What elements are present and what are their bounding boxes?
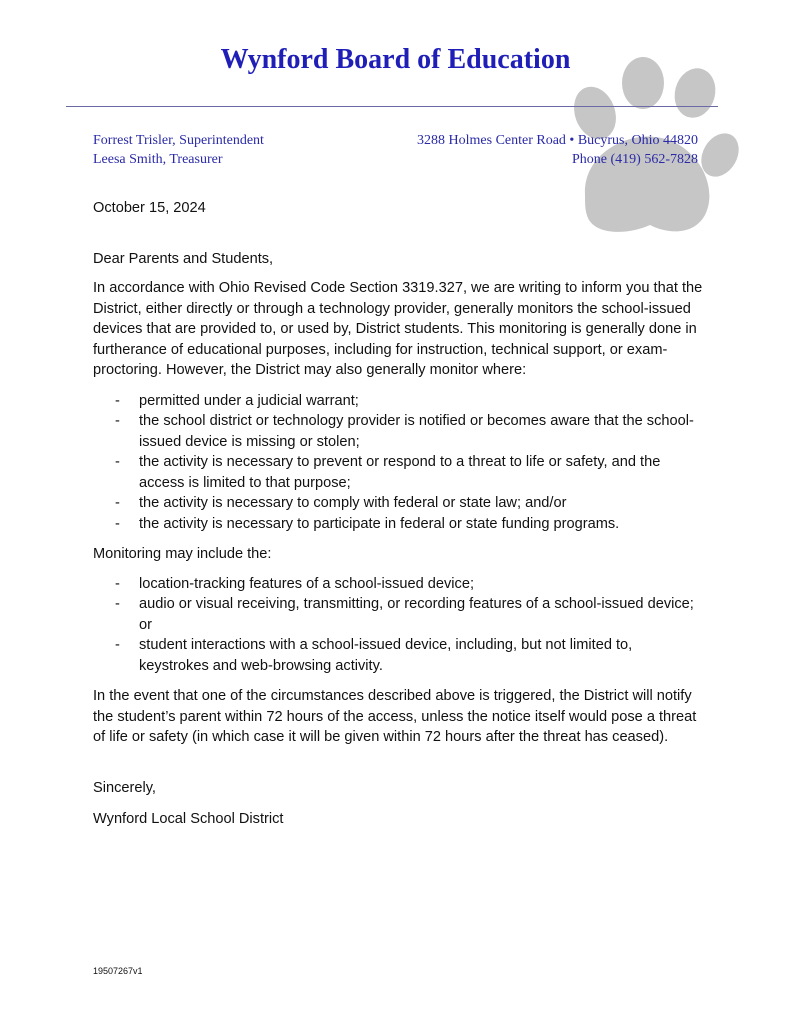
superintendent-line: Forrest Trisler, Superintendent xyxy=(93,133,264,148)
intro-paragraph: In accordance with Ohio Revised Code Section 3319.327, we are writing to inform you that the District, either directly or through a technology provider, generally monitors the school-issued devices that are provided to, or used by, District students. This monitoring is generally done in furtherance of educational purposes, including for instruction, technical support, or exam-proctoring. However, the District may also generally monitor where: xyxy=(93,280,703,378)
letter-date: October 15, 2024 xyxy=(93,200,206,216)
letterhead-divider xyxy=(66,106,718,107)
closing: Sincerely, xyxy=(93,779,156,796)
list-item: - location-tracking features of a school-issued device; xyxy=(115,575,475,592)
letterhead-contact xyxy=(360,131,698,169)
list-item: - the school district or technology provider is notified or becomes aware that the school-issued device is missing or stolen; xyxy=(115,413,694,450)
treasurer-line: Leesa Smith, Treasurer xyxy=(93,152,223,167)
document-id: 19507267v1 xyxy=(93,966,143,976)
list-item: - the activity is necessary to prevent or respond to a threat to life or safety, and the access is limited to that purpose; xyxy=(115,454,661,491)
letterhead-title: Wynford Board of Education xyxy=(220,44,571,75)
monitoring-intro: Monitoring may include the: xyxy=(93,546,272,562)
list-item: - student interactions with a school-issued device, including, but not limited to, keystrokes and web-browsing activity. xyxy=(115,637,633,674)
conditions-list xyxy=(93,391,705,535)
list-item: - the activity is necessary to participate in federal or state funding programs. xyxy=(115,515,620,532)
notice-paragraph: In the event that one of the circumstances described above is triggered, the District will notify the student’s parent within 72 hours of the access, unless the notice itself would pose a threat of life or safety (in which case it will be given within 72 hours after the threat has ceased). xyxy=(93,688,697,745)
letter-body xyxy=(93,198,705,830)
monitoring-list xyxy=(93,574,705,677)
signature: Wynford Local School District xyxy=(93,811,284,827)
phone-line: Phone (419) 562-7828 xyxy=(572,152,698,167)
address-line: 3288 Holmes Center Road • Bucyrus, Ohio 44820 xyxy=(417,133,698,148)
list-item: - audio or visual receiving, transmitting, or recording features of a school-issued device; or xyxy=(115,596,694,633)
list-item: - permitted under a judicial warrant; xyxy=(115,392,359,409)
letterhead-officials xyxy=(93,131,264,169)
list-item: - the activity is necessary to comply with federal or state law; and/or xyxy=(115,495,567,511)
salutation: Dear Parents and Students, xyxy=(93,250,274,267)
